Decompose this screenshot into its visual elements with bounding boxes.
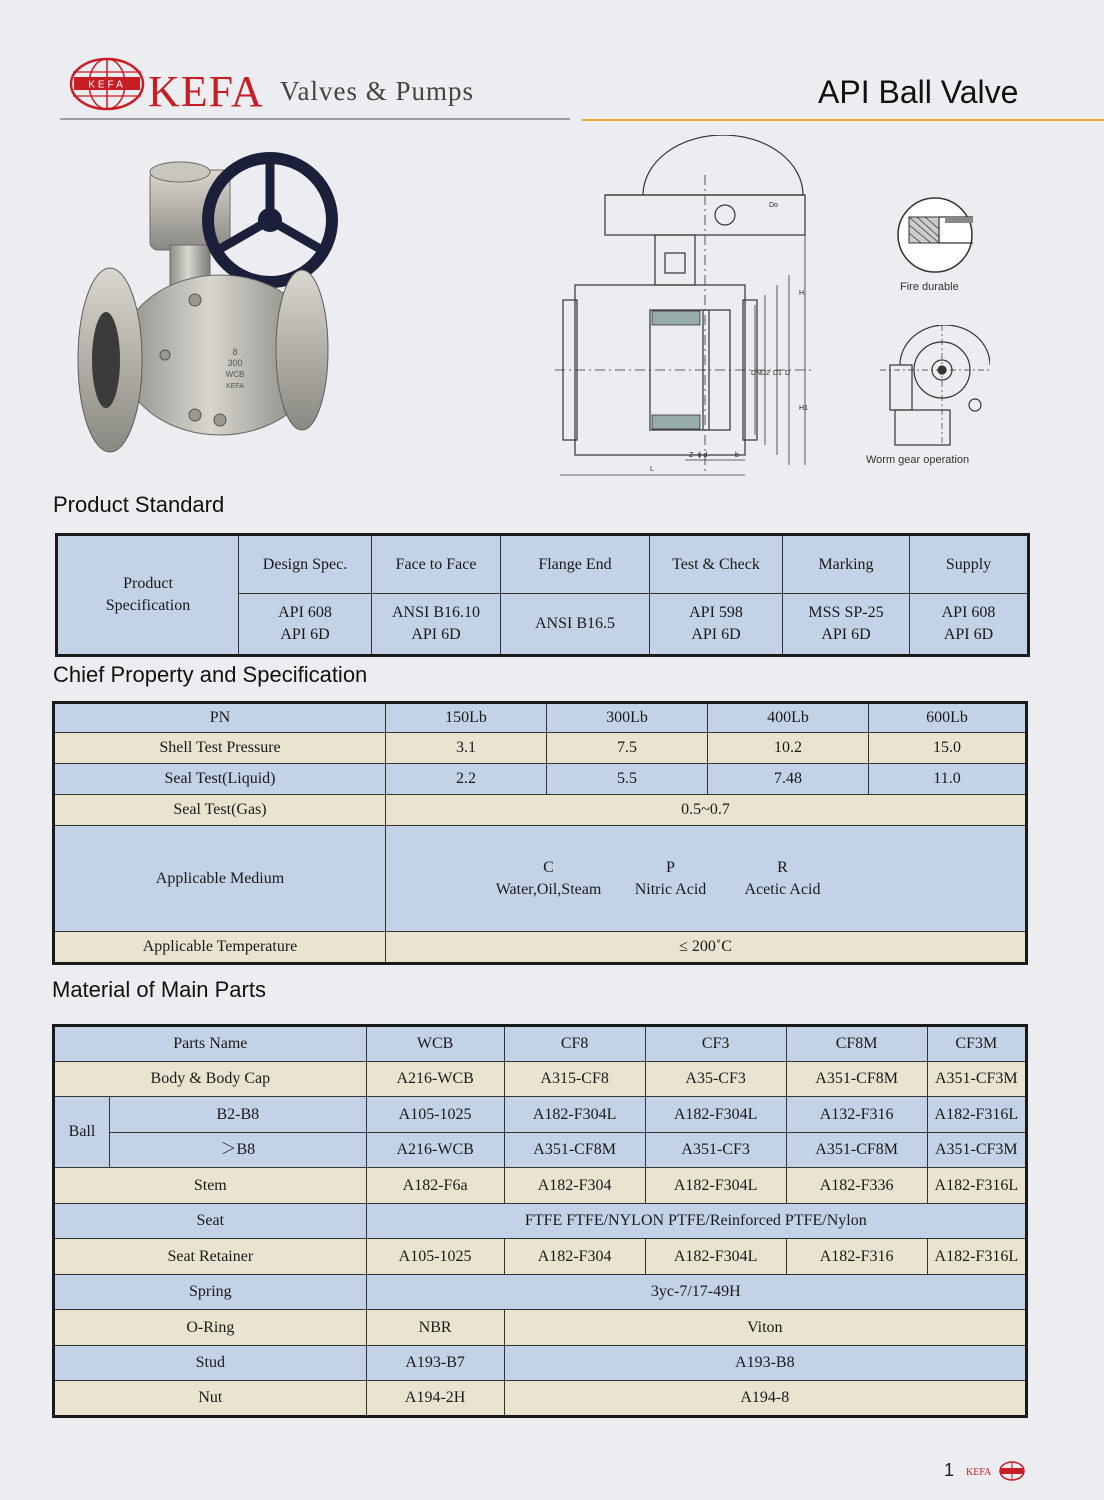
- medium-name: Nitric Acid: [634, 880, 707, 898]
- material-cell: A182-F316L: [927, 1097, 1026, 1133]
- row-label: Shell Test Pressure: [54, 733, 386, 764]
- valve-photo: [70, 150, 360, 460]
- dim-label: Do: [769, 202, 778, 209]
- grade-header: CF3: [645, 1026, 786, 1062]
- col-header: Design Spec.: [239, 535, 372, 594]
- medium-name: Water,Oil,Steam: [495, 880, 602, 898]
- col-header: Face to Face: [372, 535, 501, 594]
- material-cell: A105-1025: [366, 1097, 504, 1133]
- class-header: 150Lb: [386, 703, 547, 733]
- row-label: Applicable Temperature: [54, 932, 386, 964]
- col-header: Flange End: [501, 535, 650, 594]
- material-cell: Viton: [504, 1310, 1026, 1346]
- class-header: 400Lb: [708, 703, 869, 733]
- material-cell: A182-F316: [786, 1239, 927, 1275]
- material-cell: A351-CF8M: [786, 1133, 927, 1168]
- class-header: 600Lb: [869, 703, 1027, 733]
- technical-drawing: [555, 135, 830, 490]
- medium-code: C: [543, 858, 554, 876]
- material-cell: A182-F304L: [645, 1097, 786, 1133]
- row-label: Seal Test(Liquid): [54, 764, 386, 795]
- dim-label: L: [650, 466, 654, 473]
- material-cell: A182-F304: [504, 1168, 645, 1204]
- value-cell: 5.5: [547, 764, 708, 795]
- emblem-text: KEFA: [88, 79, 126, 91]
- spec-cell: API 608 API 6D: [239, 594, 372, 656]
- material-cell: A216-WCB: [366, 1133, 504, 1168]
- material-cell: A193-B7: [366, 1346, 504, 1381]
- value-cell: 0.5~0.7: [386, 795, 1027, 826]
- pn-label: PN: [54, 703, 386, 733]
- material-cell: A351-CF3: [645, 1133, 786, 1168]
- material-cell: A182-F6a: [366, 1168, 504, 1204]
- photo-mark: KEFA: [226, 383, 244, 390]
- spec-cell: ANSI B16.10 API 6D: [372, 594, 501, 656]
- section-heading-materials: Material of Main Parts: [52, 977, 266, 1002]
- part-label: Body & Body Cap: [54, 1062, 367, 1097]
- row-label: Applicable Medium: [54, 826, 386, 932]
- parts-header: Parts Name: [54, 1026, 367, 1062]
- worm-gear-caption: Worm gear operation: [866, 454, 970, 466]
- fire-durable-caption: Fire durable: [900, 281, 959, 293]
- spec-cell: API 598 API 6D: [650, 594, 783, 656]
- photo-mark: 300: [227, 358, 243, 368]
- material-cell: A351-CF8M: [504, 1133, 645, 1168]
- dim-label: H: [799, 290, 805, 297]
- brand-logo: [66, 56, 148, 112]
- material-cell: 3yc-7/17-49H: [366, 1275, 1026, 1310]
- part-label: Seat: [54, 1204, 367, 1239]
- globe-emblem-icon: [66, 56, 148, 112]
- material-cell: A182-F304L: [645, 1239, 786, 1275]
- value-cell: 2.2: [386, 764, 547, 795]
- medium-code: P: [666, 858, 675, 876]
- col-header: Supply: [910, 535, 1029, 594]
- dim-label: D: [785, 370, 791, 377]
- material-cell: A351-CF8M: [786, 1062, 927, 1097]
- material-cell: A194-2H: [366, 1381, 504, 1417]
- footer-logo: [964, 1460, 1026, 1482]
- row-label: Seal Test(Gas): [54, 795, 386, 826]
- material-cell: A182-F316L: [927, 1239, 1026, 1275]
- part-label: Nut: [54, 1381, 367, 1417]
- material-cell: A182-F304: [504, 1239, 645, 1275]
- section-heading-product-standard: Product Standard: [53, 492, 225, 517]
- dim-label: DN: [751, 370, 762, 377]
- part-label: B2-B8: [110, 1097, 367, 1133]
- medium-cell: [386, 826, 1027, 932]
- value-cell: 11.0: [869, 764, 1027, 795]
- worm-gear-detail: [880, 325, 990, 450]
- col-header: Test & Check: [650, 535, 783, 594]
- medium-name: Acetic Acid: [744, 880, 821, 898]
- class-header: 300Lb: [547, 703, 708, 733]
- material-cell: A351-CF3M: [927, 1133, 1026, 1168]
- material-cell: FTFE FTFE/NYLON PTFE/Reinforced PTFE/Nylon: [366, 1204, 1026, 1239]
- dim-label: H1: [799, 405, 808, 412]
- material-cell: A182-F336: [786, 1168, 927, 1204]
- dim-label: D2: [761, 370, 770, 377]
- footer-logo-text: KEFA: [966, 1467, 992, 1478]
- section-heading-chief-property: Chief Property and Specification: [53, 662, 368, 687]
- material-cell: A105-1025: [366, 1239, 504, 1275]
- material-cell: A182-F304L: [504, 1097, 645, 1133]
- header-rule-right: [582, 119, 1104, 121]
- spec-cell: API 608 API 6D: [910, 594, 1029, 656]
- photo-mark: 8: [232, 347, 238, 357]
- part-label: O-Ring: [54, 1310, 367, 1346]
- dim-label: Z- ϕ d: [689, 452, 708, 459]
- value-cell: 10.2: [708, 733, 869, 764]
- brand-name: KEFA: [148, 67, 264, 116]
- material-cell: A194-8: [504, 1381, 1026, 1417]
- value-cell: 15.0: [869, 733, 1027, 764]
- value-cell: 7.5: [547, 733, 708, 764]
- grade-header: WCB: [366, 1026, 504, 1062]
- material-cell: A315-CF8: [504, 1062, 645, 1097]
- medium-code: R: [777, 858, 788, 876]
- material-cell: A182-F304L: [645, 1168, 786, 1204]
- fire-durable-detail: [895, 195, 975, 275]
- header-rule-left: [60, 118, 570, 120]
- materials-table: [52, 1024, 1028, 1418]
- part-label: Seat Retainer: [54, 1239, 367, 1275]
- material-cell: A193-B8: [504, 1346, 1026, 1381]
- part-label: Stem: [54, 1168, 367, 1204]
- grade-header: CF3M: [927, 1026, 1026, 1062]
- page-title: API Ball Valve: [818, 74, 1019, 110]
- product-standard-table: [55, 533, 1030, 657]
- material-cell: A132-F316: [786, 1097, 927, 1133]
- grade-header: CF8: [504, 1026, 645, 1062]
- material-cell: A35-CF3: [645, 1062, 786, 1097]
- dim-label: D1: [773, 370, 782, 377]
- grade-header: CF8M: [786, 1026, 927, 1062]
- spec-cell: MSS SP-25 API 6D: [783, 594, 910, 656]
- material-cell: A216-WCB: [366, 1062, 504, 1097]
- material-cell: NBR: [366, 1310, 504, 1346]
- part-label: Spring: [54, 1275, 367, 1310]
- value-cell: 7.48: [708, 764, 869, 795]
- material-cell: A351-CF3M: [927, 1062, 1026, 1097]
- part-label: ＞B8: [110, 1133, 367, 1168]
- material-cell: A182-F316L: [927, 1168, 1026, 1204]
- spec-cell: ANSI B16.5: [501, 594, 650, 656]
- page-number: 1: [944, 1460, 955, 1480]
- part-label: Stud: [54, 1346, 367, 1381]
- ball-group-label: Ball: [54, 1097, 110, 1168]
- brand-tagline: Valves & Pumps: [280, 76, 475, 106]
- dim-label: b: [735, 452, 739, 459]
- col-header: Marking: [783, 535, 910, 594]
- value-cell: ≤ 200˚C: [386, 932, 1027, 964]
- photo-mark: WCB: [225, 370, 245, 379]
- chief-property-table: [52, 701, 1028, 965]
- row-label-product-specification: Product Specification: [57, 535, 239, 656]
- value-cell: 3.1: [386, 733, 547, 764]
